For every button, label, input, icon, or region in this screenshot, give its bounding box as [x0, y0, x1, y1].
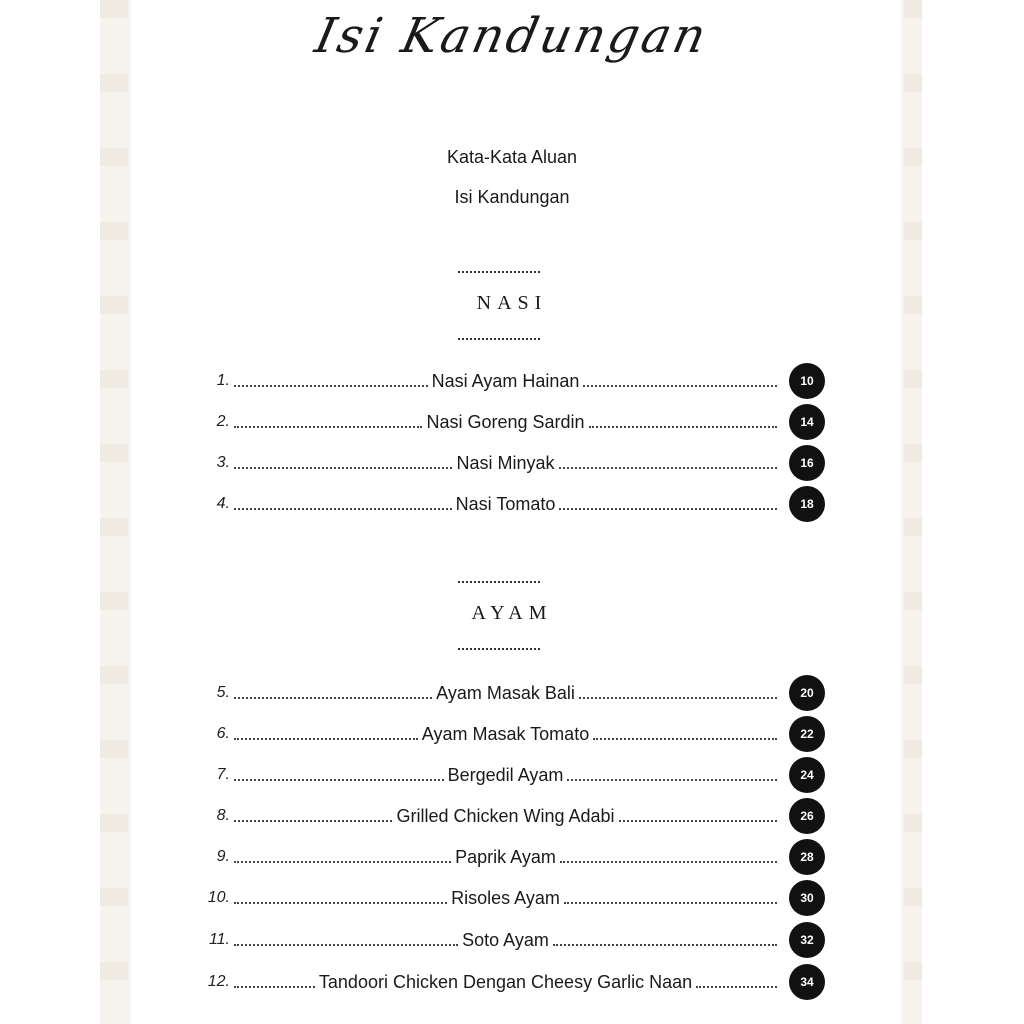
entry-title: Paprik Ayam — [455, 846, 556, 867]
dot-leader — [234, 779, 444, 781]
entry-number: 7. — [216, 766, 230, 783]
toc-entry[interactable] — [200, 878, 825, 918]
page-number-badge: 34 — [789, 964, 825, 1000]
page-title: Isi Kandungan — [310, 8, 714, 64]
dot-leader — [593, 738, 777, 740]
dot-leader — [234, 944, 458, 946]
toc-entry[interactable] — [200, 402, 825, 442]
dot-leader — [567, 779, 777, 781]
page-number-badge: 18 — [789, 486, 825, 522]
front-matter-link-isi-kandungan[interactable]: Isi Kandungan — [454, 187, 570, 207]
page-number-badge: 26 — [789, 798, 825, 834]
section-title-ayam: AYAM — [471, 602, 553, 624]
entry-number: 12. — [207, 973, 230, 990]
dot-leader — [589, 426, 777, 428]
entry-number: 11. — [208, 931, 230, 948]
entry-number: 3. — [216, 454, 230, 471]
entry-title: Risoles Ayam — [451, 887, 560, 908]
dot-leader — [234, 426, 422, 428]
page-number-badge: 28 — [789, 839, 825, 875]
dot-leader — [579, 697, 777, 699]
page-number-badge: 16 — [789, 445, 825, 481]
section-divider — [458, 581, 540, 583]
dot-leader — [560, 861, 777, 863]
dot-leader — [234, 385, 428, 387]
entry-title: Ayam Masak Bali — [436, 682, 575, 703]
section-divider — [458, 338, 540, 340]
toc-entry[interactable] — [200, 962, 825, 1002]
entry-number: 10. — [207, 889, 230, 906]
dot-leader — [564, 902, 777, 904]
toc-entry[interactable] — [200, 920, 825, 960]
toc-entry[interactable] — [200, 443, 825, 483]
page-number-badge: 20 — [789, 675, 825, 711]
entry-number: 9. — [216, 848, 230, 865]
entry-number: 2. — [216, 413, 230, 430]
dot-leader — [559, 508, 777, 510]
entry-title: Tandoori Chicken Dengan Cheesy Garlic Naan — [318, 971, 693, 992]
toc-entry[interactable] — [200, 796, 825, 836]
entry-title: Nasi Minyak — [456, 452, 555, 473]
toc-entry[interactable] — [200, 755, 825, 795]
entry-title: Grilled Chicken Wing Adabi — [396, 805, 615, 826]
entry-number: 1. — [216, 372, 230, 389]
entry-title: Soto Ayam — [462, 929, 549, 950]
page-number-badge: 14 — [789, 404, 825, 440]
dot-leader — [559, 467, 777, 469]
page-number-badge: 22 — [789, 716, 825, 752]
page-number-badge: 24 — [789, 757, 825, 793]
entry-number: 6. — [216, 725, 230, 742]
entry-title: Nasi Tomato — [455, 493, 556, 514]
toc-entry[interactable] — [200, 714, 825, 754]
entry-title: Nasi Goreng Sardin — [426, 411, 585, 432]
dot-leader — [234, 902, 447, 904]
dot-leader — [234, 986, 315, 988]
section-divider — [458, 271, 540, 273]
toc-entry[interactable] — [200, 673, 825, 713]
toc-entry[interactable] — [200, 837, 825, 877]
dot-leader — [234, 697, 432, 699]
toc-entry[interactable] — [200, 361, 825, 401]
entry-title: Nasi Ayam Hainan — [431, 370, 580, 391]
page-number-badge: 32 — [789, 922, 825, 958]
dot-leader — [619, 820, 777, 822]
dot-leader — [234, 861, 451, 863]
toc-entry[interactable] — [200, 484, 825, 524]
page-number-badge: 10 — [789, 363, 825, 399]
dot-leader — [234, 467, 452, 469]
page-number-badge: 30 — [789, 880, 825, 916]
section-title-nasi: NASI — [476, 292, 548, 314]
entry-number: 5. — [216, 684, 230, 701]
section-divider — [458, 648, 540, 650]
dot-leader — [583, 385, 777, 387]
dot-leader — [696, 986, 777, 988]
dot-leader — [234, 820, 392, 822]
front-matter-link-kata-kata-aluan[interactable]: Kata-Kata Aluan — [446, 147, 578, 167]
dot-leader — [234, 508, 452, 510]
entry-title: Ayam Masak Tomato — [421, 723, 590, 744]
entry-title: Bergedil Ayam — [447, 764, 564, 785]
dot-leader — [553, 944, 777, 946]
dot-leader — [234, 738, 418, 740]
entry-number: 4. — [216, 495, 230, 512]
entry-number: 8. — [216, 807, 230, 824]
